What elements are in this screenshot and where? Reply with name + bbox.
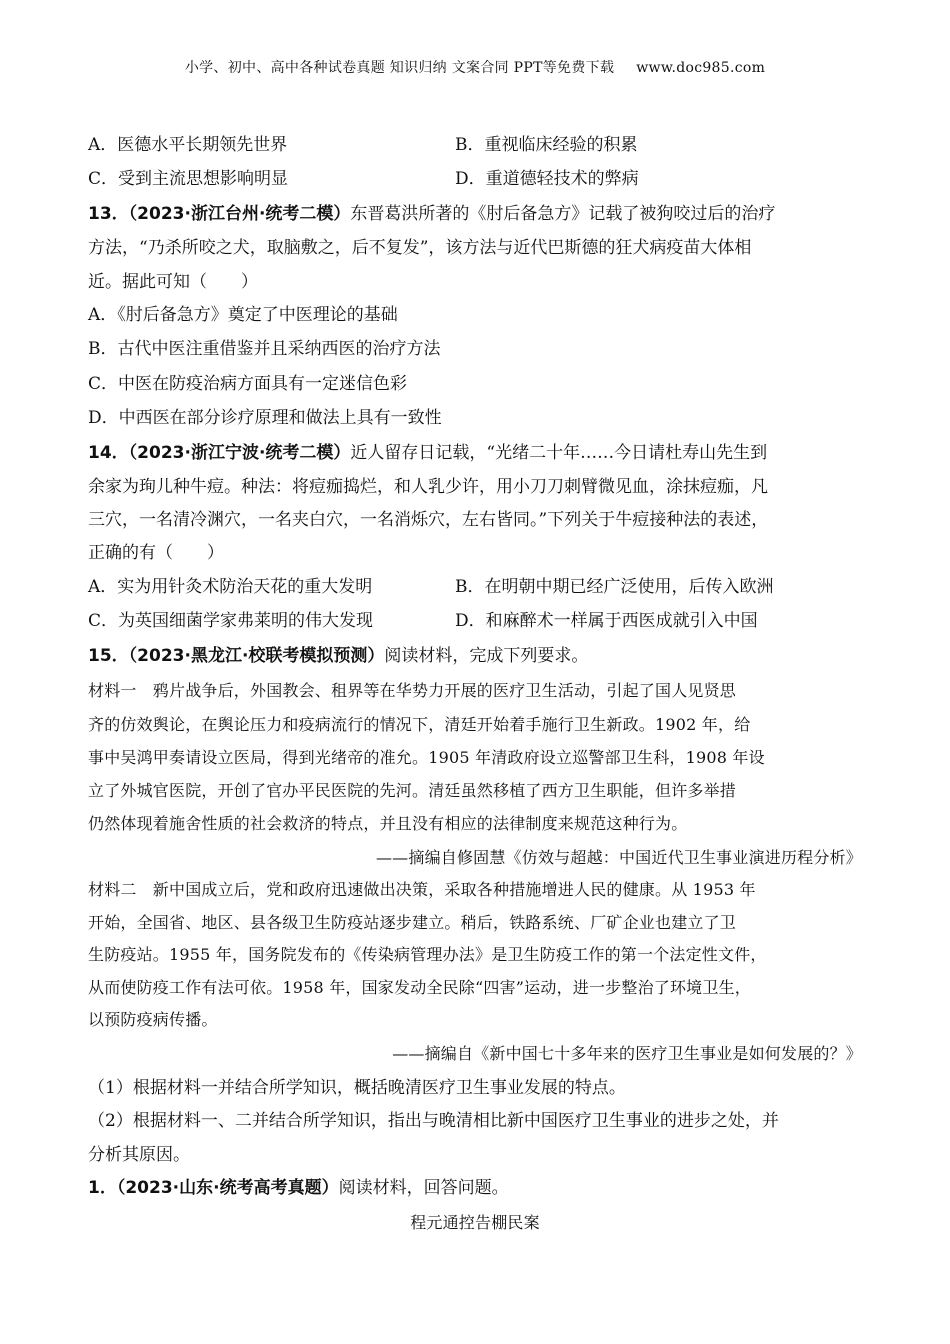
- q14-option-row-2: [88, 609, 758, 633]
- q14-stem: [88, 441, 767, 465]
- q15-sub2-line2: 分析其原因。: [88, 1145, 190, 1165]
- material2-line: 以预防疫病传播。: [88, 1010, 218, 1029]
- q12-option-a[interactable]: A．医德水平长期领先世界: [88, 135, 288, 155]
- q12-option-row-1: [88, 133, 638, 157]
- q13-option-a[interactable]: A．《肘后备急方》奠定了中医理论的基础: [88, 305, 398, 325]
- material1-line: 仍然体现着施舍性质的社会救济的特点，并且没有相应的法律制度来规范这种行为。: [88, 814, 688, 833]
- material1-line: 材料一 鸦片战争后，外国教会、租界等在华势力开展的医疗卫生活动，引起了国人见贤思: [88, 681, 737, 700]
- q15-source: （2023·黑龙江·校联考模拟预测）: [128, 646, 385, 666]
- q13-stem-line3: 近。据此可知（ ）: [88, 272, 258, 292]
- q14-option-a[interactable]: A．实为用针灸术防治天花的重大发明: [88, 577, 373, 597]
- q14-stem-line1: 近人留存日记载，“光绪二十年……今日请杜寿山先生到: [350, 443, 768, 463]
- material1-line: 齐的仿效舆论，在舆论压力和疫病流行的情况下，清廷开始着手施行卫生新政。1902 年，给: [88, 715, 751, 734]
- header-text: 小学、初中、高中各种试卷真题 知识归纳 文案合同 PPT等免费下载: [184, 60, 615, 76]
- q14-option-row-1: [88, 575, 774, 599]
- q1-stem: [88, 1176, 509, 1200]
- material2-source: ——摘编自《新中国七十多年来的医疗卫生事业是如何发展的？》: [392, 1044, 862, 1063]
- q14-number: 14．: [88, 443, 129, 463]
- q13-stem-line2: 方法，“乃杀所咬之犬，取脑敷之，后不复发”，该方法与近代巴斯德的狂犬病疫苗大体相: [88, 238, 752, 258]
- q12-option-d[interactable]: D．重道德轻技术的弊病: [455, 169, 639, 189]
- q14-option-b[interactable]: B．在明朝中期已经广泛使用，后传入欧洲: [455, 577, 774, 597]
- q14-source: （2023·浙江宁波·统考二模）: [128, 443, 351, 463]
- material2-line: 开始，全国省、地区、县各级卫生防疫站逐步建立。稍后，铁路系统、厂矿企业也建立了卫: [88, 913, 737, 932]
- q1-material-title: 程元通控告棚民案: [410, 1213, 540, 1232]
- material1-line: 事中吴鸿甲奏请设立医局，得到光绪帝的准允。1905 年清政府设立巡警部卫生科，1908 年设: [88, 748, 765, 767]
- material1-line: 立了外城官医院，开创了官办平民医院的先河。清廷虽然移植了西方卫生职能，但许多举措: [88, 781, 737, 800]
- q15-sub1: （1）根据材料一并结合所学知识，概括晚清医疗卫生事业发展的特点。: [88, 1078, 626, 1098]
- q13-option-b[interactable]: B．古代中医注重借鉴并且采纳西医的治疗方法: [88, 339, 441, 359]
- q12-option-b[interactable]: B．重视临床经验的积累: [455, 135, 638, 155]
- q15-sub2-line1: （2）根据材料一、二并结合所学知识，指出与晚清相比新中国医疗卫生事业的进步之处，并: [88, 1111, 779, 1131]
- q14-option-c[interactable]: C．为英国细菌学家弗莱明的伟大发现: [88, 611, 374, 631]
- q14-stem-line2: 余家为珣儿种牛痘。种法：将痘痂捣烂，和人乳少许，用小刀刀刺臂微见血，涂抹痘痂，凡: [88, 477, 768, 497]
- q14-stem-line4: 正确的有（ ）: [88, 543, 224, 563]
- q14-option-d[interactable]: D．和麻醉术一样属于西医成就引入中国: [455, 611, 758, 631]
- q13-stem-line1: 东晋葛洪所著的《肘后备急方》记载了被狗咬过后的治疗: [350, 204, 776, 224]
- q1-source: （2023·山东·统考高考真题）: [116, 1178, 339, 1198]
- q13-source: （2023·浙江台州·统考二模）: [128, 204, 351, 224]
- q1-stem-text: 阅读材料，回答问题。: [338, 1178, 509, 1198]
- q15-stem: [88, 644, 588, 668]
- material2-line: 从而使防疫工作有法可依。1958 年，国家发动全民除“四害”运动，进一步整治了环境卫生，: [88, 978, 751, 997]
- q13-option-d[interactable]: D．中西医在部分诊疗原理和做法上具有一致性: [88, 408, 442, 428]
- material1-source: ——摘编自修固慧《仿效与超越：中国近代卫生事业演进历程分析》: [375, 848, 862, 867]
- q13-option-c[interactable]: C．中医在防疫治病方面具有一定迷信色彩: [88, 374, 408, 394]
- material2-line: 生防疫站。1955 年，国务院发布的《传染病管理办法》是卫生防疫工作的第一个法定性文件，: [88, 945, 767, 964]
- q1-number: 1．: [88, 1178, 117, 1198]
- q15-stem-text: 阅读材料，完成下列要求。: [384, 646, 589, 666]
- q12-option-c[interactable]: C．受到主流思想影响明显: [88, 169, 289, 189]
- material2-line: 材料二 新中国成立后，党和政府迅速做出决策，采取各种措施增进人民的健康。从 1953 年: [88, 880, 756, 899]
- q15-number: 15．: [88, 646, 129, 666]
- page-header: [0, 57, 950, 77]
- q14-stem-line3: 三穴，一名清冷渊穴，一名夹白穴，一名消烁穴，左右皆同。”下列关于牛痘接种法的表述，: [88, 510, 769, 530]
- header-url[interactable]: www.doc985.com: [636, 60, 766, 76]
- q13-stem: [88, 202, 775, 226]
- q12-option-row-2: [88, 167, 639, 191]
- q13-number: 13．: [88, 204, 129, 224]
